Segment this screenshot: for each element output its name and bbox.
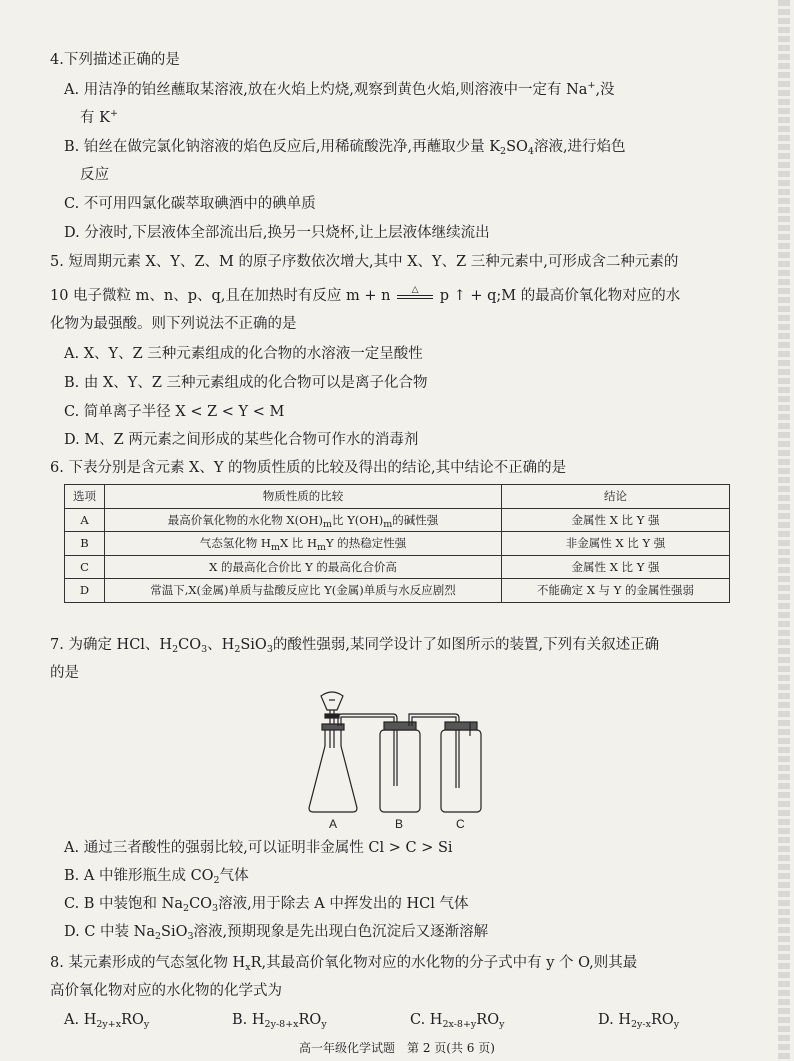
q5-stem-3: 化物为最强酸。则下列说法不正确的是 (50, 316, 297, 332)
page-footer: 高一年级化学试题 第 2 页(共 6 页) (299, 1041, 495, 1055)
table-header: 物质性质的比较 (105, 485, 502, 509)
q5-option-c: C. 简单离子半径 X < Z < Y < M (64, 404, 285, 420)
q5-option-a: A. X、Y、Z 三种元素组成的化合物的水溶液一定呈酸性 (64, 346, 423, 362)
q7-option-a: A. 通过三者酸性的强弱比较,可以证明非金属性 Cl > C > Si (64, 840, 453, 856)
table-cell: 非金属性 X 比 Y 强 (502, 532, 730, 556)
q6-stem: 6. 下表分别是含元素 X、Y 的物质性质的比较及得出的结论,其中结论不正确的是 (50, 460, 567, 476)
gas-bottle-c-icon (441, 730, 481, 812)
table-header-row (65, 485, 730, 509)
table-cell: A (65, 508, 105, 532)
table-cell: 金属性 X 比 Y 强 (502, 555, 730, 579)
table-cell: 不能确定 X 与 Y 的金属性强弱 (502, 579, 730, 603)
table-cell: X 的最高化合价比 Y 的最高化合价高 (105, 555, 502, 579)
q4-option-c: C. 不可用四氯化碳萃取碘酒中的碘单质 (64, 196, 316, 212)
q6-comparison-table (64, 484, 730, 603)
conical-flask-icon (309, 728, 357, 812)
separatory-funnel-icon (321, 692, 343, 710)
table-row (65, 555, 730, 579)
q7-option-b: B. A 中锥形瓶生成 $CO_2$气体 (64, 868, 249, 886)
q5-stem-1: 5. 短周期元素 X、Y、Z、M 的原子序数依次增大,其中 X、Y、Z 三种元素中,可形成含二种元素的 (50, 254, 679, 270)
table-header: 结论 (502, 485, 730, 509)
label-a: A (329, 817, 338, 831)
table-header: 选项 (65, 485, 105, 509)
q4-option-b: B. 铂丝在做完氯化钠溶液的焰色反应后,用稀硫酸洗净,再蘸取少量 $K_2SO_4$溶液,进行焰色 (64, 139, 626, 157)
q7-stem-1: 7. 为确定 HCl、$H_2CO_3$、$H_2SiO_3$的酸性强弱,某同学设计了如图所示的装置,下列有关叙述正确 (50, 637, 660, 655)
q5-option-b: B. 由 X、Y、Z 三种元素组成的化合物可以是离子化合物 (64, 375, 428, 391)
table-row (65, 579, 730, 603)
table-row (65, 508, 730, 532)
table-cell: 气态氢化物 $H_mX$ 比 $H_mY$ 的热稳定性强 (105, 532, 502, 556)
q4-stem: 4.下列描述正确的是 (50, 52, 180, 68)
table-cell: 最高价氧化物的水化物 $X(OH)_m$比 $Y(OH)_m$的碱性强 (105, 508, 502, 532)
scan-edge-decoration (778, 0, 790, 1061)
apparatus-diagram (305, 688, 505, 833)
gas-bottle-b-icon (380, 730, 420, 812)
heating-condition-arrow: △ (395, 289, 435, 303)
q5-option-d: D. M、Z 两元素之间形成的某些化合物可作水的消毒剂 (64, 432, 419, 448)
q8-option-c: C. $H_{2x-8+y}RO_y$ (410, 1012, 505, 1030)
q4-option-d: D. 分液时,下层液体全部流出后,换另一只烧杯,让上层液体继续流出 (64, 225, 490, 241)
q4-option-b-cont: 反应 (80, 167, 109, 183)
table-cell: B (65, 532, 105, 556)
label-b: B (395, 817, 404, 831)
q5-stem-2: 10 电子微粒 m、n、p、q,且在加热时有反应 m + n △ p ↑ + q;M 的最高价氧化物对应的水 (50, 285, 681, 304)
q8-option-b: B. $H_{2y-8+x}RO_y$ (232, 1012, 327, 1030)
q8-stem-2: 高价氧化物对应的水化物的化学式为 (50, 983, 282, 999)
q8-option-d: D. $H_{2y-x}RO_y$ (598, 1012, 680, 1030)
table-cell: C (65, 555, 105, 579)
q4-option-a-cont: 有 K+ (80, 108, 118, 126)
table-cell: 常温下,X(金属)单质与盐酸反应比 Y(金属)单质与水反应剧烈 (105, 579, 502, 603)
q8-stem-1: 8. 某元素形成的气态氢化物 $H_xR$,其最高价氧化物对应的水化物的分子式中有 y 个 O,则其最 (50, 955, 638, 973)
q8-option-a: A. $H_{2y+x}RO_y$ (64, 1012, 150, 1030)
q7-option-d: D. C 中装 $Na_2SiO_3$溶液,预期现象是先出现白色沉淀后又逐渐溶解 (64, 924, 489, 942)
label-c: C (456, 817, 465, 831)
table-row (65, 532, 730, 556)
table-cell: 金属性 X 比 Y 强 (502, 508, 730, 532)
q7-stem-2: 的是 (50, 665, 79, 681)
table-cell: D (65, 579, 105, 603)
q4-option-a: A. 用洁净的铂丝蘸取某溶液,放在火焰上灼烧,观察到黄色火焰,则溶液中一定有 Na+,没 (64, 80, 615, 98)
q7-option-c: C. B 中装饱和 $Na_2CO_3$溶液,用于除去 A 中挥发出的 HCl 气体 (64, 896, 469, 914)
